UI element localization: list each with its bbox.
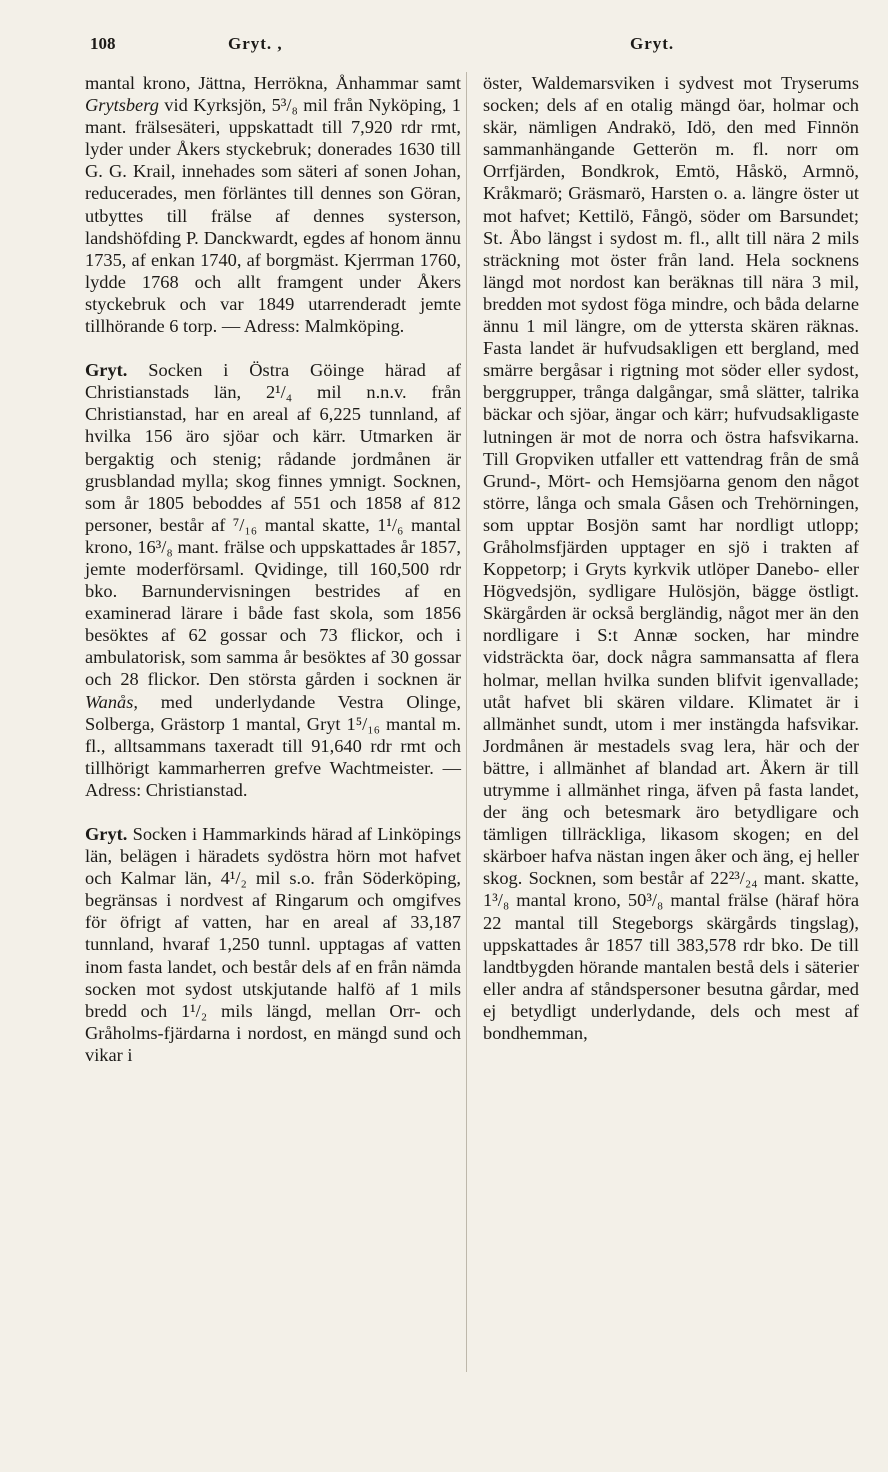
page-header — [0, 34, 888, 58]
page-number: 108 — [90, 34, 116, 53]
entry-text-1: Socken i Östra Göinge härad af Christianstads län, 2¹/₄ mil n.n.v. från Christianstad, har en areal af 6,225 tunnland, af hvilka 156 äro sjöar och kärr. Utmarken är bergaktig och stenig; rådande jordmånen är grusblandad mylla; skog finnes ymnigt. Socknen, som år 1805 beboddes af 551 och 1858 af 812 personer, består af ⁷/₁₆ mantal skatte, 1¹/₆ mantal krono, 16³/₈ mant. frälse och uppskattades år 1857, jemte moderförsaml. Qvidinge, till 160,500 rdr bko. Barnundervisningen bestrides af en examinerad lärare i både fast skola, som 1856 besöktes af 62 gossar och 73 flickor, och i ambulatorisk, som samma år besöktes af 30 gossar och 28 flickor. Den största gården i socknen är — [85, 360, 461, 690]
place-name-italic: Grytsberg — [85, 95, 159, 116]
right-column — [483, 72, 859, 1044]
headword: Gryt. — [85, 824, 128, 844]
entry-gryt-hammarkind — [85, 823, 461, 1066]
entry-text: Socken i Hammarkinds härad af Linköpings län, belägen i häradets sydöstra hörn mot hafvet och Kalmar län, 4¹/₂ mil s.o. från Söderköping, begränsas i nordvest af Ringarum och omgifves för öfrigt af vatten, har en areal af 33,187 tunnland, hvaraf 1,250 tunnl. upptagas af vatten inom fasta landet, och består dels af en från nämda socken mot sydost utskjutande halfö af 1 mils bredd och 1¹/₂ mils längd, mellan Orr- och Gråholms-fjärdarna i nordost, en mängd sund och vikar i — [85, 824, 461, 1065]
continuation-text-1: mantal krono, Jättna, Herrökna, Ånhammar samt — [85, 73, 461, 93]
column-divider — [466, 72, 467, 1372]
entry-text-2: med underlydande Vestra Olinge, Solberga, Grästorp 1 mantal, Gryt 1⁵/₁₆ mantal m. fl., alltsammans taxeradt till 91,640 rdr rmt och tillhörigt kammarherren grefve Wachtmeister. — Adress: Christianstad. — [85, 691, 461, 800]
continuation-paragraph — [85, 72, 461, 337]
left-column — [85, 72, 461, 1066]
entry-gryt-goinge — [85, 359, 461, 801]
headword: Gryt. — [85, 360, 128, 381]
place-name-italic: Wanås, — [85, 691, 138, 712]
continuation-text-2: vid Kyrksjön, 5³/₈ mil från Nyköping, 1 mant. frälsesäteri, uppskattadt till 7,920 rdr rmt, lyder under Åkers styckebruk; donerades 1630 till G. G. Krail, innehades som säteri af sonen Johan, reducerades, men förläntes till dennes son Göran, utbyttes till frälse af dennes systerson, landshöfding P. Danckwardt, egdes af honom ännu 1735, af enkan 1740, af borgmäst. Kjerrman 1760, lydde 1768 och allt framgent under Åkers styckebruk och var 1849 utarrenderadt jemte tillhörande 6 torp. — Adress: Malmköping. — [85, 95, 461, 337]
running-head-right: Gryt. — [630, 34, 675, 53]
right-column-paragraph: öster, Waldemarsviken i sydvest mot Tryserums socken; dels af en otalig mängd öar, holmar och skär, nämligen Andrakö, Idö, den med Finnön sammanhängande Getterön m. fl. norr om Orrfjärden, Bondkrok, Emtö, Håskö, Armnö, Kråkmarö; Gräsmarö, Harsten o. a. längre öster ut mot hafvet; Kettilö, Fångö, söder om Barsundet; St. Åbo längst i sydost m. fl., allt till nära 2 mils sträckning mot öster från land. Hela socknens längd mot nordost kan beräknas till nära 3 mil, bredden mot sydost föga mindre, och båda delarne ännu 1 mil längre, om de yttersta skären räknas. Fasta landet är hufvudsakligen ett bergland, med smärre bergåsar i rigtning mot söder eller sydost, berggrupper, trånga dalgångar, små slätter, talrika bäckar och sjöar, ängar och kärr; hufvudsakligaste lutningen är mot de norra och östra hafsvikarna. Till Gropviken utfaller ett vattendrag från de små Grund-, Mört- och Hemsjöarna genom den något större, långa och smala Gåsen och Trehörningen, som upptar Bosjön samt har nordligt utlopp; Gråholmsfjärden upptager en sjö i trakten af Koppetorp; i Gryts kyrkvik utlöper Danebo- eller Högvedsjön, sydligare Hulösjön, bägge östligt. Skärgården är också bergländig, något mer än den nordligare i S:t Annæ socken, har mindre vidsträckta öar, dock några sammansatta af flera holmar, mellan hvilka sunden blifvit igenvallade; utåt hafvet bli skären vildare. Klimatet är i allmänhet sundt, utom i mer instängda hafsvikar. Jordmånen är mestadels svag lera, här och der bättre, i allmänhet af blandad art. Åkern är till utrymme i allmänhet ringa, äfven på fasta landet, der äng och betesmark äro betydligare och tämligen tillräckliga, likasom skogen; en del skärboer hafva nästan ingen åker och äng, ej heller skog. Socknen, som består af 22²³/₂₄ mant. skatte, 1³/₈ mantal krono, 50³/₈ mantal frälse (häraf höra 22 mantal till Stegeborgs skärgårds tingslag), uppskattades år 1857 till 383,578 rdr bko. De till landtbygden hörande mantalen bestå dels i säterier eller andra af ståndspersoner besutna gårdar, med ej betydligt underlydande, dels och mest af bondhemman, — [483, 73, 859, 1044]
running-head-left: Gryt. , — [228, 34, 283, 53]
